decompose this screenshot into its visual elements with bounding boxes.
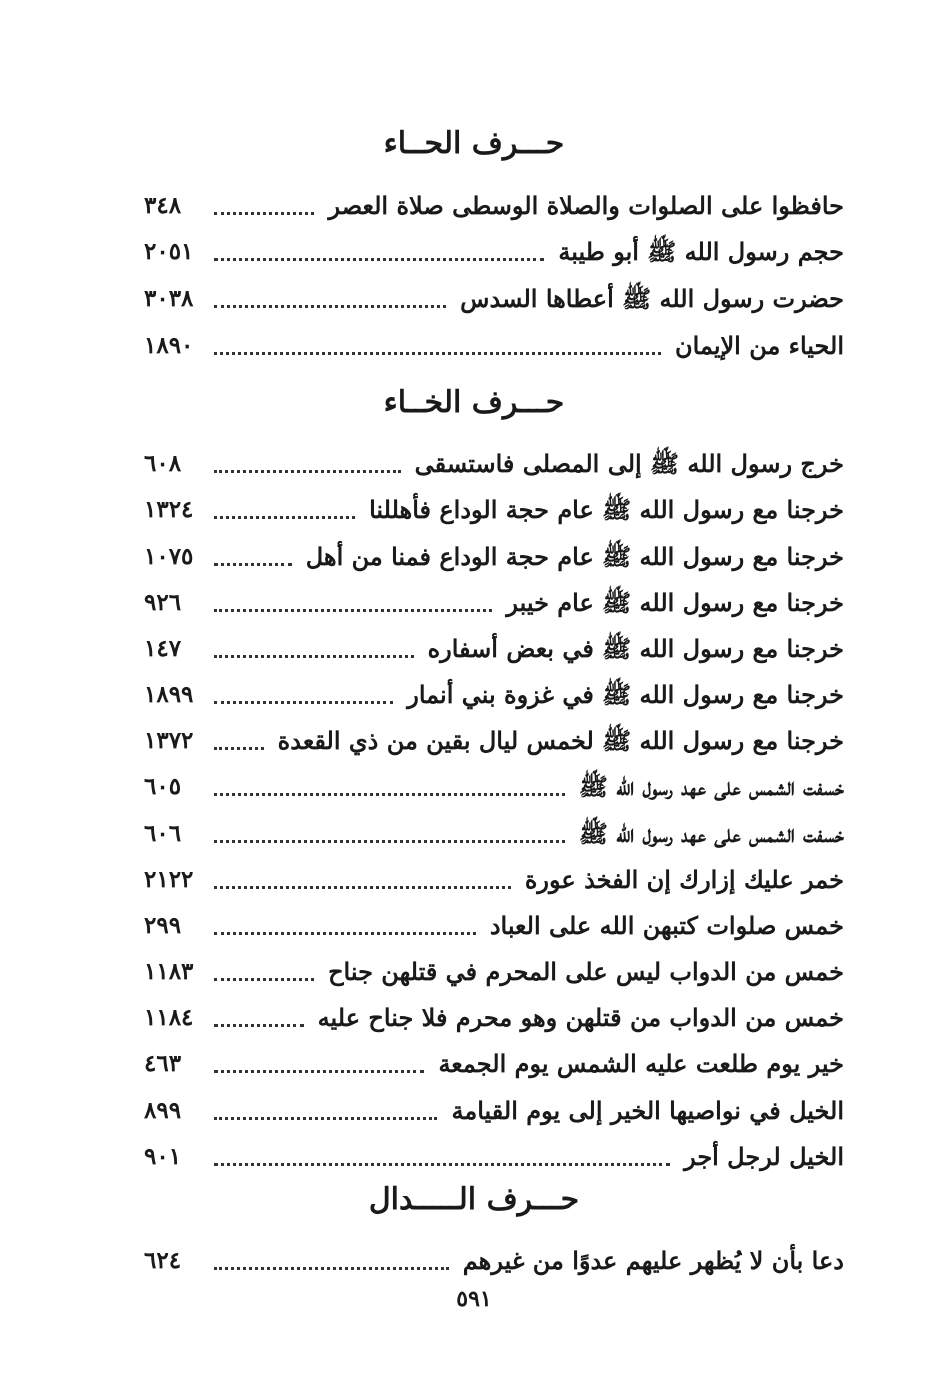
entry-text: خرجنا مع رسول الله ﷺ عام حجة الوداع فمنا من أهل	[305, 542, 844, 571]
entry-page-number: ٢٠٥١	[144, 238, 194, 265]
index-entry	[144, 444, 844, 484]
dot-leader	[214, 490, 355, 530]
dot-leader	[214, 767, 565, 807]
entry-text: خمس من الدواب من قتلهن وهو محرم فلا جناح عليه	[317, 1003, 844, 1032]
dot-leader	[214, 998, 304, 1038]
entry-page-number: ١١٨٣	[144, 958, 194, 985]
entry-text: حضرت رسول الله ﷺ أعطاها السدس	[460, 284, 844, 313]
entry-text: دعا بأن لا يُظهر عليهم عدوًا من غيرهم	[462, 1246, 844, 1275]
dot-leader	[214, 629, 414, 669]
dot-leader	[214, 1091, 437, 1131]
entry-text: الحياء من الإيمان	[675, 331, 844, 360]
entry-page-number: ٤٦٣	[144, 1050, 182, 1077]
index-entry	[144, 629, 844, 669]
dot-leader	[214, 232, 544, 272]
index-entry	[144, 1137, 844, 1177]
index-entry	[144, 490, 844, 530]
entry-page-number: ٦٠٨	[144, 450, 182, 477]
dot-leader	[214, 952, 314, 992]
dot-leader	[214, 326, 661, 366]
entry-page-number: ٣٤٨	[144, 192, 182, 219]
index-entry	[144, 537, 844, 577]
dot-leader	[214, 444, 401, 484]
section-title-daal: حـــرف الـــــدال	[368, 1182, 580, 1217]
index-entry	[144, 232, 844, 272]
index-entry	[144, 721, 844, 761]
entry-page-number: ٦٠٦	[144, 820, 182, 847]
dot-leader	[214, 721, 264, 761]
dot-leader	[214, 186, 314, 226]
dot-leader	[214, 814, 565, 854]
section-title-haa: حـــرف الحــاء	[383, 126, 565, 161]
index-entry	[144, 998, 844, 1038]
index-entry	[144, 1044, 844, 1084]
dot-leader	[214, 583, 492, 623]
dot-leader	[214, 1137, 670, 1177]
index-entry	[144, 279, 844, 319]
index-entry	[144, 767, 844, 807]
entry-text: حافظوا على الصلوات والصلاة الوسطى صلاة العصر	[328, 191, 844, 220]
index-entry	[144, 675, 844, 715]
index-entry	[144, 906, 844, 946]
entry-text: خمس من الدواب ليس على المحرم في قتلهن جناح	[328, 957, 844, 986]
entry-page-number: ٦٢٤	[144, 1247, 182, 1274]
entry-text: حجم رسول الله ﷺ أبو طيبة	[558, 237, 844, 266]
entry-page-number: ٩٠١	[144, 1143, 182, 1170]
entry-text: خسفت الشمس على عهد رسول الله ﷺ	[578, 772, 844, 801]
dot-leader	[214, 906, 476, 946]
section-title-khaa: حـــرف الخــاء	[383, 385, 565, 420]
index-entry	[144, 952, 844, 992]
dot-leader	[214, 279, 446, 319]
entry-page-number: ٣٠٣٨	[144, 285, 194, 312]
index-entry	[144, 1241, 844, 1281]
entry-page-number: ١٨٩٠	[144, 332, 194, 359]
entry-text: خرجنا مع رسول الله ﷺ في غزوة بني أنمار	[407, 680, 844, 709]
entry-text: خرجنا مع رسول الله ﷺ عام حجة الوداع فأهللنا	[369, 495, 844, 524]
entry-text: خسفت الشمس على عهد رسول الله ﷺ	[578, 819, 844, 848]
entry-text: خرجنا مع رسول الله ﷺ لخمس ليال بقين من ذي القعدة	[277, 726, 844, 755]
entry-text: خرج رسول الله ﷺ إلى المصلى فاستسقى	[414, 449, 844, 478]
dot-leader	[214, 1044, 424, 1084]
entry-text: الخيل في نواصيها الخير إلى يوم القيامة	[451, 1096, 844, 1125]
index-entry	[144, 186, 844, 226]
entry-page-number: ١٨٩٩	[144, 681, 194, 708]
entry-page-number: ٢٩٩	[144, 912, 182, 939]
entry-text: خير يوم طلعت عليه الشمس يوم الجمعة	[438, 1049, 844, 1078]
entry-text: خرجنا مع رسول الله ﷺ في بعض أسفاره	[427, 634, 844, 663]
entry-page-number: ٩٢٦	[144, 589, 182, 616]
entry-text: الخيل لرجل أجر	[684, 1142, 844, 1171]
dot-leader	[214, 675, 393, 715]
dot-leader	[214, 1241, 449, 1281]
page-number: ٥٩١	[456, 1286, 492, 1312]
index-entry	[144, 1091, 844, 1131]
index-entry	[144, 860, 844, 900]
entry-page-number: ٨٩٩	[144, 1097, 182, 1124]
entry-page-number: ١٤٧	[144, 635, 182, 662]
index-entry	[144, 326, 844, 366]
entry-text: خمس صلوات كتبهن الله على العباد	[489, 911, 844, 940]
index-entry	[144, 583, 844, 623]
index-entry	[144, 814, 844, 854]
entry-page-number: ١٣٧٢	[144, 727, 194, 754]
dot-leader	[214, 860, 511, 900]
entry-page-number: ١٠٧٥	[144, 543, 194, 570]
entry-page-number: ١١٨٤	[144, 1004, 194, 1031]
dot-leader	[214, 537, 292, 577]
entry-text: خرجنا مع رسول الله ﷺ عام خيبر	[506, 588, 844, 617]
entry-text: خمر عليك إزارك إن الفخذ عورة	[524, 865, 844, 894]
entry-page-number: ٦٠٥	[144, 773, 182, 800]
entry-page-number: ١٣٢٤	[144, 496, 194, 523]
entry-page-number: ٢١٢٢	[144, 866, 194, 893]
